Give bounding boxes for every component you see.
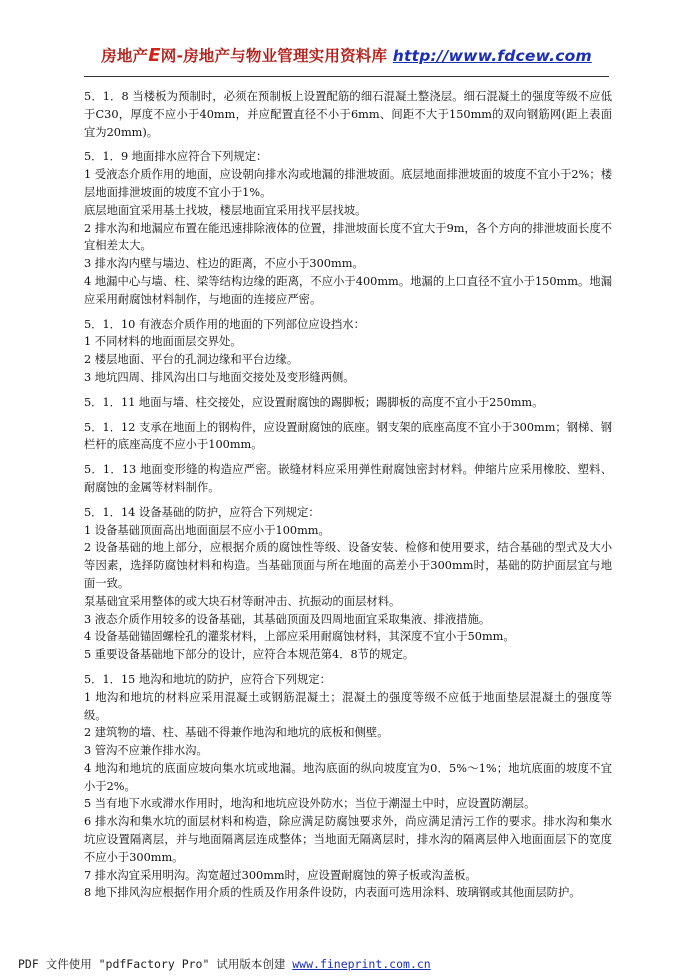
- clause-item: 8 地下排风沟应根据作用介质的性质及作用条件设防，内表面可选用涂料、玻璃钢或其他面层防护。: [84, 886, 581, 900]
- clause-heading: 5．1．10 有液态介质作用的地面的下列部位应设挡水：: [84, 317, 365, 331]
- clause-heading: 5．1．12 支承在地面上的钢构件，应设置耐腐蚀的底座。钢支架的底座高度不宜小于300mm；钢梯、钢栏杆的底座高度不应小于100mm。: [84, 420, 612, 452]
- header-divider: [84, 76, 609, 77]
- clause-section: [84, 671, 612, 902]
- header-url-link[interactable]: http://www.fdcew.com: [392, 47, 592, 65]
- clause-item: 5 当有地下水或滞水作用时，地沟和地坑应设外防水；当位于潮湿土中时，应设置防潮层。: [84, 797, 536, 811]
- clause-item: 3 排水沟内壁与墙边、柱边的距离，不应小于300mm。: [84, 257, 364, 271]
- clause-item: 5 重要设备基础地下部分的设计，应符合本规范第4．8节的规定。: [84, 648, 415, 662]
- pdf-footer: [18, 956, 431, 972]
- clause-item: 1 不同材料的地面面层交界处。: [84, 335, 242, 349]
- header-e-mark: E: [148, 45, 161, 66]
- document-body: [84, 88, 612, 909]
- clause-item: 4 地漏中心与墙、柱、梁等结构边缘的距离，不应小于400mm。地漏的上口直径不宜小于150mm。地漏应采用耐腐蚀材料制作，与地面的连接应严密。: [84, 274, 612, 306]
- clause-heading: 5．1．14 设备基础的防护，应符合下列规定：: [84, 505, 320, 519]
- clause-item: 底层地面宜采用基土找坡，楼层地面宜采用找平层找坡。: [84, 203, 367, 217]
- clause-section: [84, 419, 612, 455]
- clause-heading: 5．1．13 地面变形缝的构造应严密。嵌缝材料应采用弹性耐腐蚀密封材料。伸缩片应采用橡胶、塑料、耐腐蚀的金属等材料制作。: [84, 463, 612, 494]
- header-title: 网-房地产与物业管理实用资料库: [160, 47, 393, 65]
- clause-item: 1 地沟和地坑的材料应采用混凝土或钢筋混凝土；混凝土的强度等级不应低于地面垫层混凝土的强度等级。: [84, 690, 612, 722]
- footer-text: PDF 文件使用 "pdfFactory Pro" 试用版本创建: [18, 957, 293, 971]
- clause-item: 7 排水沟宜采用明沟。沟宽超过300mm时，应设置耐腐蚀的箅子板或沟盖板。: [84, 868, 477, 882]
- clause-heading: 5．1．15 地沟和地坑的防护，应符合下列规定：: [84, 672, 331, 686]
- clause-item: 6 排水沟和集水坑的面层材料和构造，除应满足防腐蚀要求外，尚应满足清污工作的要求。排水沟和集水坑应设置隔离层，并与地面隔离层连成整体；当地面无隔离层时，排水沟的隔离层伸入地面面层下的宽度不应小于300mm。: [84, 815, 612, 864]
- footer-link[interactable]: www.fineprint.com.cn: [292, 957, 431, 971]
- clause-item: 泵基础宜采用整体的或大块石材等耐冲击、抗振动的面层材料。: [84, 594, 401, 608]
- clause-item: 2 设备基础的地上部分，应根据介质的腐蚀性等级、设备安装、检修和使用要求，结合基础的型式及大小等因素，选择防腐蚀材料和构造。当基础顶面与所在地面的高差小于300mm时，基础的防护面层宜与地面一致。: [84, 541, 612, 590]
- clause-item: 2 建筑物的墙、柱、基础不得兼作地沟和地坑的底板和侧壁。: [84, 726, 389, 740]
- clause-section: [84, 394, 612, 412]
- clause-item: 1 受液态介质作用的地面，应设朝向排水沟或地漏的排泄坡面。底层地面排泄坡面的坡度不宜小于2%；楼层地面排泄坡面的坡度不宜小于1%。: [84, 168, 612, 199]
- clause-heading: 5．1．11 地面与墙、柱交接处，应设置耐腐蚀的踢脚板；踢脚板的高度不宜小于250mm。: [84, 395, 544, 409]
- site-header-banner: [0, 44, 693, 66]
- clause-item: 2 排水沟和地漏应布置在能迅速排除液体的位置，排泄坡面长度不宜大于9m，各个方向的排泄坡面长度不宜相差太大。: [84, 221, 612, 253]
- clause-heading: 5．1．9 地面排水应符合下列规定：: [84, 150, 268, 164]
- clause-item: 1 设备基础顶面高出地面面层不应小于100mm。: [84, 523, 330, 537]
- clause-section: [84, 461, 612, 497]
- clause-item: 2 楼层地面、平台的孔洞边缘和平台边缘。: [84, 353, 299, 367]
- clause-item: 3 管沟不应兼作排水沟。: [84, 744, 208, 758]
- clause-item: 3 液态介质作用较多的设备基础，其基础顶面及四周地面宜采取集液、排液措施。: [84, 612, 491, 626]
- clause-section: [84, 504, 612, 664]
- header-prefix: 房地产: [101, 47, 149, 65]
- clause-item: 4 设备基础锚固螺栓孔的灌浆材料，上部应采用耐腐蚀材料，其深度不宜小于50mm。: [84, 630, 515, 644]
- clause-section: [84, 316, 612, 387]
- clause-heading: 5．1．8 当楼板为预制时，必须在预制板上设置配筋的细石混凝土整浇层。细石混凝土的强度等级不应低于C30，厚度不应小于40mm，并应配置直径不小于6mm、间距不大于150mm的双向钢筋网(距上表面宜为20mm)。: [84, 90, 612, 139]
- clause-item: 4 地沟和地坑的底面应坡向集水坑或地漏。地沟底面的纵向坡度宜为0．5%～1%；地坑底面的坡度不宜小于2%。: [84, 761, 612, 793]
- clause-section: [84, 148, 612, 308]
- clause-item: 3 地坑四周、排风沟出口与地面交接处及变形缝两侧。: [84, 370, 355, 384]
- clause-section: [84, 88, 612, 141]
